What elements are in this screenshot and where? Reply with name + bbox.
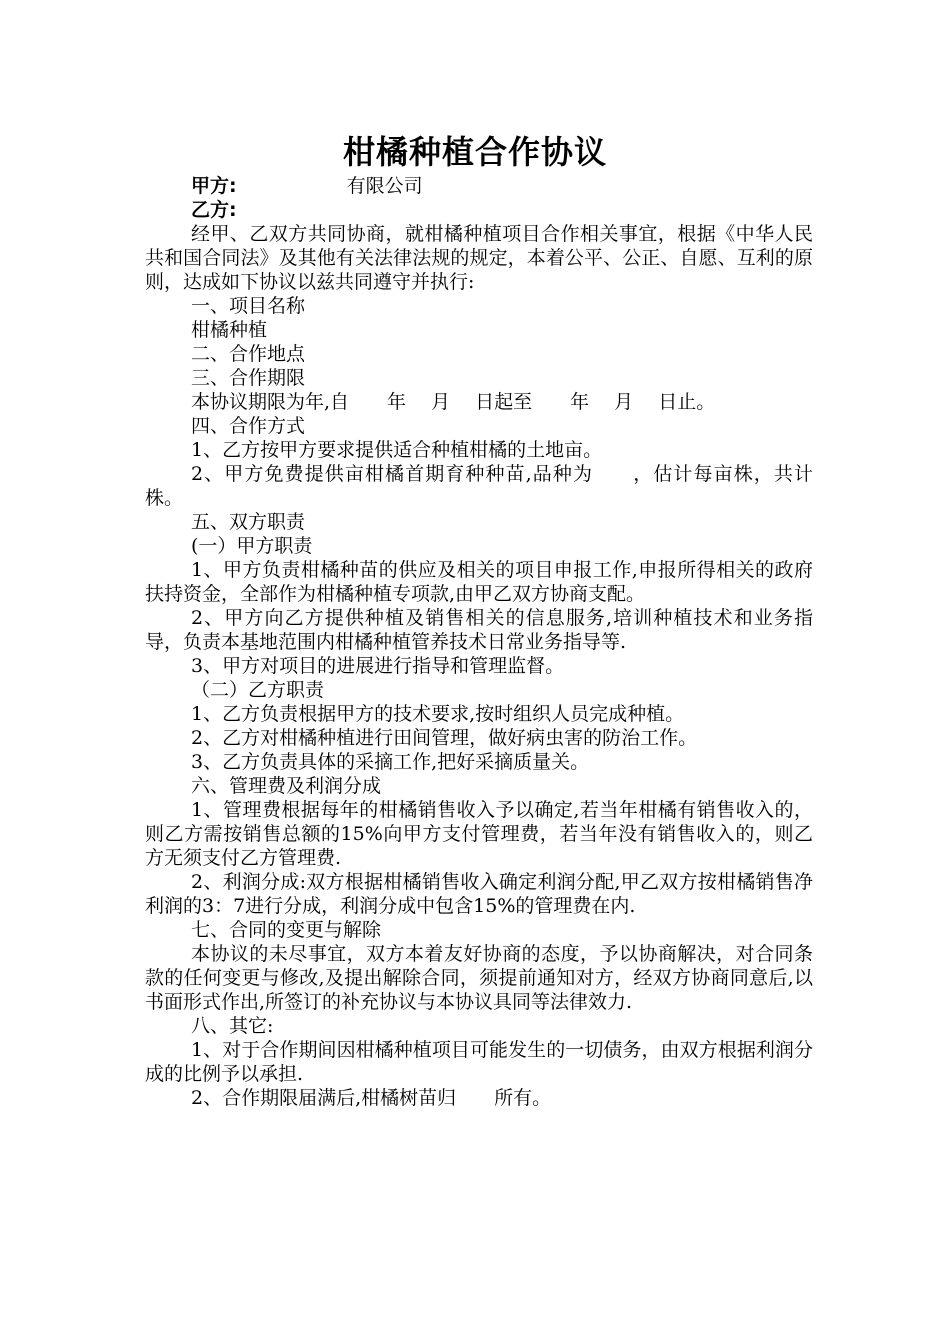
subheading-party-b-duties: （二）乙方职责: [191, 679, 325, 701]
heading-project-name: 一、项目名称: [191, 295, 306, 317]
paragraph-project-name: 柑橘种植: [191, 319, 268, 341]
subheading-party-a-duties: (一）甲方职责: [191, 535, 313, 557]
paragraph-mode-1: 1、乙方按甲方要求提供适合种植柑橘的土地亩。: [191, 439, 603, 461]
paragraph-other-2: 2、合作期限届满后,柑橘树苗归 所有。: [191, 1087, 552, 1109]
paragraph-b-duty-1: 1、乙方负责根据甲方的技术要求,按时组织人员完成种植。: [191, 703, 685, 725]
paragraph-change: 本协议的未尽事宜，双方本着友好协商的态度，予以协商解决，对合同条款的任何变更与修改,及提出解除合同，须提前通知对方，经双方协商同意后,以书面形式作出,所签订的补充协议与本协议具同等法律效力.: [145, 943, 813, 1013]
document-title: 柑橘种植合作协议: [342, 133, 607, 171]
party-a-name: 有限公司: [346, 175, 423, 197]
paragraph-b-duty-3: 3、乙方负责具体的采摘工作,把好采摘质量关。: [191, 751, 590, 773]
document-body: [145, 174, 852, 1110]
paragraph-a-duty-1: 1、甲方负责柑橘种苗的供应及相关的项目申报工作,申报所得相关的政府扶持资金，全部作为柑橘种植专项款,由甲乙双方协商支配。: [145, 559, 813, 605]
paragraph-term: 本协议期限为年,自 年 月 日起至 年 月 日止。: [191, 391, 716, 413]
paragraph-mode-2: 2、甲方免费提供亩柑橘首期育种种苗,品种为 ，估计每亩株，共计 株。: [145, 463, 852, 509]
party-b-line: [145, 198, 813, 222]
heading-change-termination: 七、合同的变更与解除: [191, 919, 382, 941]
paragraph-fee-1: 1、管理费根据每年的柑橘销售收入予以确定,若当年柑橘有销售收入的，则乙方需按销售总额的15%向甲方支付管理费，若当年没有销售收入的，则乙方无须支付乙方管理费.: [145, 799, 813, 869]
heading-responsibilities: 五、双方职责: [191, 511, 306, 533]
heading-cooperation-mode: 四、合作方式: [191, 415, 306, 437]
paragraph-b-duty-2: 2、乙方对柑橘种植进行田间管理，做好病虫害的防治工作。: [191, 727, 698, 749]
party-b-label: 乙方:: [191, 199, 237, 221]
paragraph-preamble: 经甲、乙双方共同协商，就柑橘种植项目合作相关事宜，根据《中华人民共和国合同法》及其他有关法律法规的规定，本着公平、公正、自愿、互利的原则，达成如下协议以兹共同遵守并执行:: [145, 223, 813, 293]
paragraph-other-1: 1、对于合作期间因柑橘种植项目可能发生的一切债务，由双方根据利润分成的比例予以承担.: [145, 1039, 813, 1085]
heading-other: 八、其它:: [191, 1015, 274, 1037]
paragraph-fee-2: 2、利润分成:双方根据柑橘销售收入确定利润分配,甲乙双方按柑橘销售净利润的3：7进行分成，利润分成中包含15%的管理费在内.: [145, 871, 813, 917]
party-a-label: 甲方:: [191, 175, 237, 197]
paragraph-a-duty-3: 3、甲方对项目的进展进行指导和管理监督。: [191, 655, 565, 677]
paragraph-a-duty-2: 2、甲方向乙方提供种植及销售相关的信息服务,培训种植技术和业务指导，负责本基地范围内柑橘种植管养技术日常业务指导等.: [145, 607, 813, 653]
heading-fees-profit: 六、管理费及利润分成: [191, 775, 382, 797]
party-a-line: [145, 174, 813, 198]
heading-term: 三、合作期限: [191, 367, 306, 389]
heading-location: 二、合作地点: [191, 343, 306, 365]
